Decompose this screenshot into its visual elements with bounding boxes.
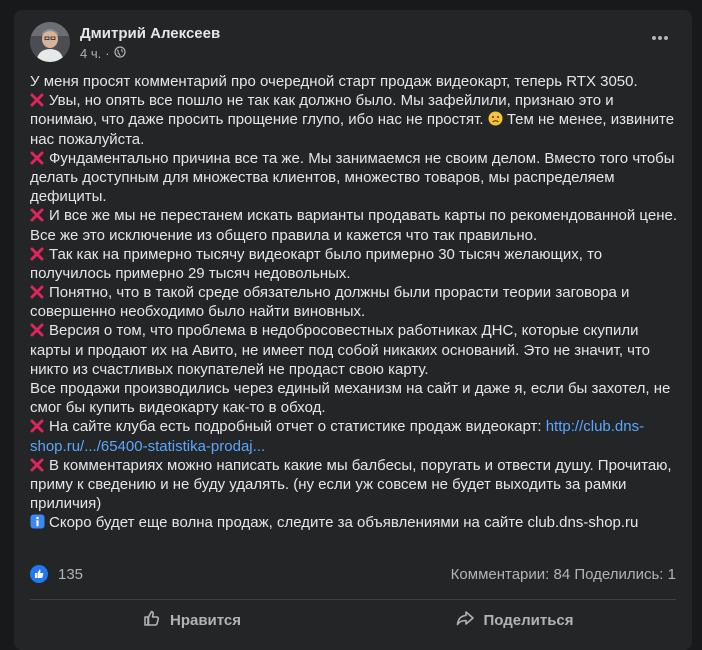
share-button[interactable] bbox=[353, 602, 676, 638]
globe-icon[interactable] bbox=[114, 46, 126, 61]
paragraph-text: На сайте клуба есть подробный отчет о статистике продаж видеокарт: bbox=[49, 418, 542, 436]
paragraph-text: понимаю, что даже просить прощение глупо, ибо нас не простят. bbox=[30, 111, 484, 129]
comments-shares bbox=[451, 566, 676, 583]
post-card bbox=[14, 10, 692, 650]
cross-mark-icon bbox=[30, 151, 44, 165]
paragraph-text: карты и продают их на Авито, не имеет под собой никаких оснований. Это не значит, что bbox=[30, 341, 651, 359]
paragraph-text: Фундаментально причина все та же. Мы занимаемся не своим делом. Вместо того чтобы bbox=[49, 149, 675, 167]
paragraph-text: дефициты. bbox=[30, 188, 107, 206]
paragraph-text: Так как на примерно тысячу видеокарт было примерно 30 тысяч желающих, то bbox=[49, 245, 603, 263]
sad-face-icon bbox=[488, 111, 503, 126]
meta-separator: · bbox=[105, 46, 110, 61]
thumbs-up-icon bbox=[142, 608, 162, 632]
paragraph-text: нас пожалуйста. bbox=[30, 130, 145, 148]
paragraph-text: делать доступным для множества клиентов, множество товаров, мы распределяем bbox=[30, 168, 615, 186]
paragraph-text: Увы, но опять все пошло не так как должно было. Мы зафейлили, признаю это и bbox=[49, 92, 614, 110]
reaction-stats bbox=[30, 564, 676, 588]
paragraph-text: совершенно необходимо было найти виновных. bbox=[30, 303, 366, 321]
divider bbox=[30, 599, 676, 600]
cross-mark-icon bbox=[30, 208, 44, 222]
paragraph-text: В комментариях можно написать какие мы балбесы, поругать и отвести душу. Прочитаю, bbox=[49, 456, 672, 474]
paragraph-text: Все же это исключение из общего правила и кажется что так правильно. bbox=[30, 226, 538, 244]
like-button[interactable] bbox=[30, 602, 353, 638]
like-count[interactable]: 135 bbox=[58, 566, 84, 583]
paragraph-text: приму к сведению и не буду удалять. (ну если уж совсем не будет выходить за рамки bbox=[30, 475, 627, 493]
info-icon bbox=[30, 514, 45, 529]
intro-text: У меня просят комментарий про очередной старт продаж видеокарт, теперь RTX 3050. bbox=[30, 73, 638, 90]
post-text bbox=[30, 72, 680, 533]
paragraph-text: Все продажи производились через единый механизм на сайт и даже я, если бы захотел, не bbox=[30, 380, 671, 397]
author-name[interactable]: Дмитрий Алексеев bbox=[80, 25, 221, 42]
paragraph-text: никто из счастливых покупателей не продаст свою карту. bbox=[30, 360, 429, 378]
thumbs-up-icon[interactable] bbox=[30, 565, 48, 583]
club-link[interactable]: http://club.dns- bbox=[545, 418, 645, 436]
cross-mark-icon bbox=[30, 93, 44, 107]
club-link[interactable]: shop.ru/.../65400-statistika-prodaj... bbox=[30, 437, 266, 455]
avatar[interactable] bbox=[30, 22, 70, 62]
paragraph-text: получилось примерно 29 тысяч недовольных. bbox=[30, 264, 351, 282]
share-button-label: Поделиться bbox=[483, 611, 574, 629]
paragraph-text: Тем не менее, извините bbox=[506, 111, 675, 129]
share-arrow-icon bbox=[455, 608, 475, 632]
paragraph-text: И все же мы не перестанем искать варианты продавать карты по рекомендованной цене. bbox=[49, 207, 677, 225]
shares-count[interactable]: Поделились: 1 bbox=[574, 566, 676, 583]
post-meta bbox=[80, 46, 126, 61]
paragraph-text: Скоро будет еще волна продаж, следите за объявлениями на сайте club.dns-shop.ru bbox=[49, 514, 639, 532]
cross-mark-icon bbox=[30, 285, 44, 299]
cross-mark-icon bbox=[30, 247, 44, 261]
post-time[interactable]: 4 ч. bbox=[80, 46, 102, 61]
cross-mark-icon bbox=[30, 458, 44, 472]
paragraph-text: Версия о том, что проблема в недобросовестных работниках ДНС, которые скупили bbox=[49, 322, 639, 340]
paragraph-text: Понятно, что в такой среде обязательно должны были прорасти теории заговора и bbox=[49, 284, 630, 302]
more-options-icon[interactable] bbox=[644, 26, 676, 50]
comments-count[interactable]: Комментарии: 84 bbox=[450, 566, 571, 583]
paragraph-text: приличия) bbox=[30, 495, 102, 513]
cross-mark-icon bbox=[30, 323, 44, 337]
cross-mark-icon bbox=[30, 419, 44, 433]
like-button-label: Нравится bbox=[169, 611, 242, 629]
action-bar bbox=[30, 602, 676, 638]
post-header bbox=[30, 22, 676, 66]
paragraph-text: смог бы купить видеокарту как-то в обход. bbox=[30, 399, 326, 417]
